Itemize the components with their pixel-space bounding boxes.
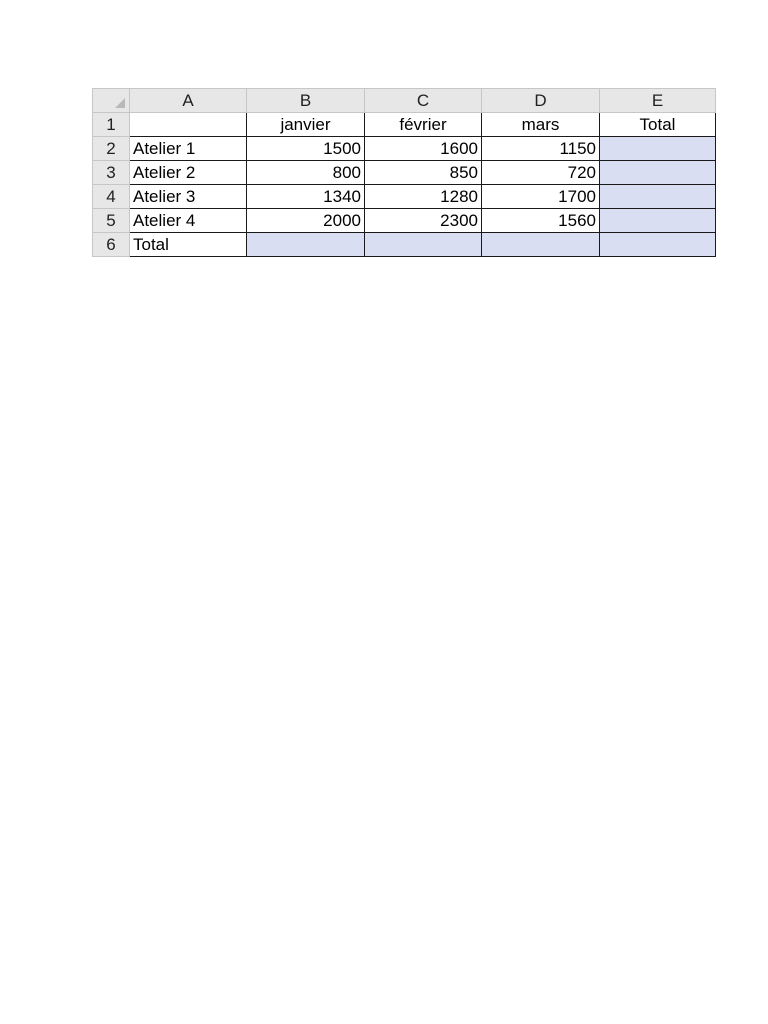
cell-b5[interactable]: 2000 [247, 209, 365, 233]
row-header-3[interactable]: 3 [93, 161, 130, 185]
select-all-corner[interactable] [93, 89, 130, 113]
cell-e6[interactable] [600, 233, 716, 257]
cell-b1[interactable]: janvier [247, 113, 365, 137]
cell-c3[interactable]: 850 [365, 161, 482, 185]
cell-c2[interactable]: 1600 [365, 137, 482, 161]
cell-d6[interactable] [482, 233, 600, 257]
cell-d2[interactable]: 1150 [482, 137, 600, 161]
cell-d3[interactable]: 720 [482, 161, 600, 185]
cell-a4[interactable]: Atelier 3 [130, 185, 247, 209]
cell-e2[interactable] [600, 137, 716, 161]
column-header-row [93, 89, 716, 113]
cell-c6[interactable] [365, 233, 482, 257]
row-header-5[interactable]: 5 [93, 209, 130, 233]
cell-a3[interactable]: Atelier 2 [130, 161, 247, 185]
cell-e1[interactable]: Total [600, 113, 716, 137]
column-header-b[interactable]: B [247, 89, 365, 113]
cell-d4[interactable]: 1700 [482, 185, 600, 209]
table-row [93, 161, 716, 185]
cell-a1[interactable] [130, 113, 247, 137]
cell-a5[interactable]: Atelier 4 [130, 209, 247, 233]
table-row [93, 185, 716, 209]
table-row [93, 137, 716, 161]
cell-e5[interactable] [600, 209, 716, 233]
table-row [93, 209, 716, 233]
cell-a2[interactable]: Atelier 1 [130, 137, 247, 161]
cell-a6[interactable]: Total [130, 233, 247, 257]
spreadsheet-grid [92, 88, 716, 257]
table-row [93, 113, 716, 137]
cell-b3[interactable]: 800 [247, 161, 365, 185]
cell-b6[interactable] [247, 233, 365, 257]
row-header-1[interactable]: 1 [93, 113, 130, 137]
row-header-4[interactable]: 4 [93, 185, 130, 209]
cell-b2[interactable]: 1500 [247, 137, 365, 161]
cell-d5[interactable]: 1560 [482, 209, 600, 233]
column-header-a[interactable]: A [130, 89, 247, 113]
column-header-c[interactable]: C [365, 89, 482, 113]
row-header-6[interactable]: 6 [93, 233, 130, 257]
column-header-d[interactable]: D [482, 89, 600, 113]
cell-e3[interactable] [600, 161, 716, 185]
table-row [93, 233, 716, 257]
cell-e4[interactable] [600, 185, 716, 209]
select-all-icon [115, 98, 125, 108]
column-header-e[interactable]: E [600, 89, 716, 113]
cell-d1[interactable]: mars [482, 113, 600, 137]
cell-c5[interactable]: 2300 [365, 209, 482, 233]
cell-c4[interactable]: 1280 [365, 185, 482, 209]
cell-b4[interactable]: 1340 [247, 185, 365, 209]
row-header-2[interactable]: 2 [93, 137, 130, 161]
cell-c1[interactable]: février [365, 113, 482, 137]
